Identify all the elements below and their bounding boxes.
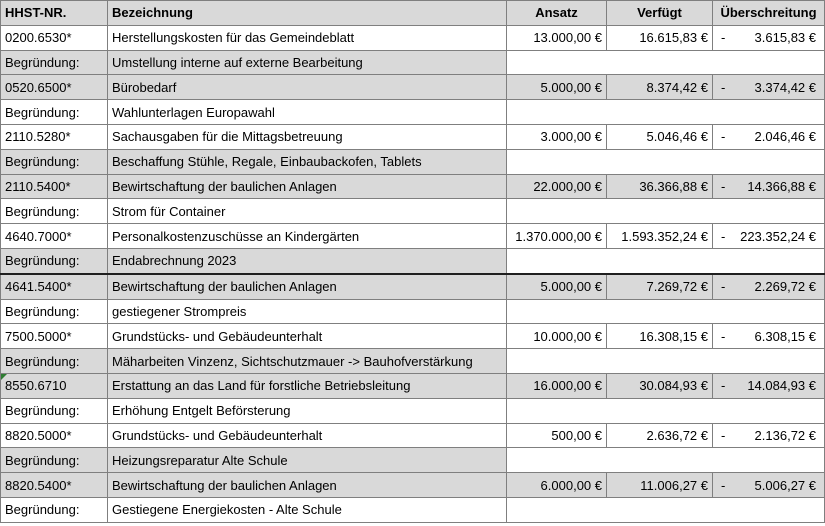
ueberschreitung-value: 223.352,24 € — [740, 228, 816, 244]
hhst-nr-value: 0200.6530* — [5, 30, 72, 46]
cell-empty[interactable] — [507, 398, 825, 423]
cell-bezeichnung[interactable]: Bürobedarf — [108, 75, 507, 100]
cell-hhst-nr[interactable] — [1, 373, 108, 398]
cell-begruendung-label[interactable]: Begründung: — [1, 199, 108, 224]
begruendung-row — [1, 398, 825, 423]
cell-verfuegt[interactable]: 2.636,72 € — [607, 423, 713, 448]
ueberschreitung-sign: - — [721, 279, 726, 295]
budget-item-row — [1, 324, 825, 349]
cell-ansatz[interactable]: 3.000,00 € — [507, 124, 607, 149]
cell-ansatz[interactable]: 13.000,00 € — [507, 25, 607, 50]
budget-item-row — [1, 25, 825, 50]
cell-ansatz[interactable]: 6.000,00 € — [507, 473, 607, 498]
cell-bezeichnung[interactable]: Bewirtschaftung der baulichen Anlagen — [108, 473, 507, 498]
cell-verfuegt[interactable]: 5.046,46 € — [607, 124, 713, 149]
hhst-nr-value: 8550.6710 — [5, 378, 67, 394]
cell-begruendung-label[interactable]: Begründung: — [1, 349, 108, 374]
cell-ueberschreitung[interactable] — [713, 423, 825, 448]
ueberschreitung-sign: - — [721, 178, 726, 194]
cell-empty[interactable] — [507, 100, 825, 125]
cell-ueberschreitung[interactable] — [713, 324, 825, 349]
cell-ueberschreitung[interactable] — [713, 224, 825, 249]
hhst-nr-value: 7500.5000* — [5, 328, 72, 344]
cell-hhst-nr[interactable] — [1, 324, 108, 349]
cell-verfuegt[interactable]: 16.615,83 € — [607, 25, 713, 50]
cell-bezeichnung[interactable]: Bewirtschaftung der baulichen Anlagen — [108, 274, 507, 299]
cell-begruendung-text[interactable]: Gestiegene Energiekosten - Alte Schule — [108, 497, 507, 522]
header-row — [1, 1, 825, 26]
cell-ueberschreitung[interactable] — [713, 124, 825, 149]
begruendung-row — [1, 248, 825, 273]
hhst-nr-value: 2110.5280* — [5, 129, 71, 145]
cell-begruendung-text[interactable]: Wahlunterlagen Europawahl — [108, 100, 507, 125]
ueberschreitung-value: 2.136,72 € — [754, 427, 816, 443]
cell-begruendung-label[interactable]: Begründung: — [1, 497, 108, 522]
cell-verfuegt[interactable]: 7.269,72 € — [607, 274, 713, 299]
begruendung-row — [1, 199, 825, 224]
hhst-nr-value: 4640.7000* — [5, 228, 72, 244]
ueberschreitung-sign: - — [721, 228, 726, 244]
cell-begruendung-label[interactable]: Begründung: — [1, 448, 108, 473]
cell-empty[interactable] — [507, 299, 825, 324]
cell-ueberschreitung[interactable] — [713, 25, 825, 50]
cell-begruendung-text[interactable]: Beschaffung Stühle, Regale, Einbaubackofen, Tablets — [108, 149, 507, 174]
cell-verfuegt[interactable]: 16.308,15 € — [607, 324, 713, 349]
cell-verfuegt[interactable]: 11.006,27 € — [607, 473, 713, 498]
cell-empty[interactable] — [507, 248, 825, 273]
cell-hhst-nr[interactable] — [1, 25, 108, 50]
cell-ueberschreitung[interactable] — [713, 274, 825, 299]
cell-begruendung-text[interactable]: Mäharbeiten Vinzenz, Sichtschutzmauer -> Bauhofverstärkung — [108, 349, 507, 374]
cell-hhst-nr[interactable] — [1, 124, 108, 149]
ueberschreitung-sign: - — [721, 378, 726, 394]
hhst-nr-value: 8820.5400* — [5, 477, 72, 493]
cell-begruendung-text[interactable]: gestiegener Strompreis — [108, 299, 507, 324]
budget-item-row — [1, 373, 825, 398]
begruendung-row — [1, 149, 825, 174]
ueberschreitung-value: 14.366,88 € — [747, 178, 816, 194]
ueberschreitung-sign: - — [721, 129, 726, 145]
ueberschreitung-sign: - — [721, 477, 726, 493]
begruendung-row — [1, 448, 825, 473]
cell-empty[interactable] — [507, 199, 825, 224]
cell-begruendung-label[interactable]: Begründung: — [1, 149, 108, 174]
cell-begruendung-text[interactable]: Umstellung interne auf externe Bearbeitung — [108, 50, 507, 75]
begruendung-row — [1, 349, 825, 374]
cell-empty[interactable] — [507, 497, 825, 522]
cell-bezeichnung[interactable]: Grundstücks- und Gebäudeunterhalt — [108, 423, 507, 448]
cell-hhst-nr[interactable] — [1, 224, 108, 249]
begruendung-row — [1, 50, 825, 75]
begruendung-row — [1, 100, 825, 125]
hhst-nr-value: 4641.5400* — [5, 279, 72, 295]
cell-bezeichnung[interactable]: Grundstücks- und Gebäudeunterhalt — [108, 324, 507, 349]
cell-ansatz[interactable]: 5.000,00 € — [507, 75, 607, 100]
header-ansatz: Ansatz — [507, 1, 607, 26]
cell-ansatz[interactable]: 16.000,00 € — [507, 373, 607, 398]
header-verfuegt: Verfügt — [607, 1, 713, 26]
cell-verfuegt[interactable]: 8.374,42 € — [607, 75, 713, 100]
cell-ansatz[interactable]: 10.000,00 € — [507, 324, 607, 349]
cell-verfuegt[interactable]: 36.366,88 € — [607, 174, 713, 199]
cell-hhst-nr[interactable] — [1, 274, 108, 299]
cell-ansatz[interactable]: 5.000,00 € — [507, 274, 607, 299]
budget-item-row — [1, 224, 825, 249]
cell-bezeichnung[interactable]: Bewirtschaftung der baulichen Anlagen — [108, 174, 507, 199]
ueberschreitung-sign: - — [721, 79, 726, 95]
cell-empty[interactable] — [507, 149, 825, 174]
hhst-nr-value: 2110.5400* — [5, 178, 71, 194]
hhst-nr-value: 8820.5000* — [5, 427, 72, 443]
cell-verfuegt[interactable]: 1.593.352,24 € — [607, 224, 713, 249]
cell-ansatz[interactable]: 22.000,00 € — [507, 174, 607, 199]
begruendung-row — [1, 299, 825, 324]
cell-begruendung-label[interactable]: Begründung: — [1, 100, 108, 125]
cell-verfuegt[interactable]: 30.084,93 € — [607, 373, 713, 398]
cell-bezeichnung[interactable]: Sachausgaben für die Mittagsbetreuung — [108, 124, 507, 149]
header-ueberschreitung: Überschreitung — [713, 1, 825, 26]
hhst-nr-value: 0520.6500* — [5, 79, 72, 95]
cell-ueberschreitung[interactable] — [713, 473, 825, 498]
cell-begruendung-label[interactable]: Begründung: — [1, 299, 108, 324]
cell-begruendung-label[interactable]: Begründung: — [1, 248, 108, 273]
cell-ansatz[interactable]: 500,00 € — [507, 423, 607, 448]
cell-comment-indicator-icon — [1, 374, 7, 380]
cell-begruendung-label[interactable]: Begründung: — [1, 50, 108, 75]
cell-hhst-nr[interactable] — [1, 75, 108, 100]
cell-ueberschreitung[interactable] — [713, 373, 825, 398]
header-bezeichnung: Bezeichnung — [108, 1, 507, 26]
ueberschreitung-value: 14.084,93 € — [747, 378, 816, 394]
cell-begruendung-text[interactable]: Endabrechnung 2023 — [108, 248, 507, 273]
cell-ueberschreitung[interactable] — [713, 75, 825, 100]
header-hhst-nr: HHST-NR. — [1, 1, 108, 26]
ueberschreitung-value: 3.615,83 € — [754, 30, 816, 46]
ueberschreitung-value: 6.308,15 € — [754, 328, 816, 344]
ueberschreitung-value: 5.006,27 € — [754, 477, 816, 493]
cell-bezeichnung[interactable]: Herstellungskosten für das Gemeindeblatt — [108, 25, 507, 50]
ueberschreitung-sign: - — [721, 427, 726, 443]
cell-begruendung-text[interactable]: Erhöhung Entgelt Beförsterung — [108, 398, 507, 423]
budget-item-row — [1, 174, 825, 199]
cell-bezeichnung[interactable]: Personalkostenzuschüsse an Kindergärten — [108, 224, 507, 249]
budget-item-row — [1, 473, 825, 498]
budget-item-row — [1, 124, 825, 149]
budget-item-row — [1, 274, 825, 299]
cell-hhst-nr[interactable] — [1, 423, 108, 448]
cell-begruendung-text[interactable]: Strom für Container — [108, 199, 507, 224]
ueberschreitung-sign: - — [721, 30, 726, 46]
ueberschreitung-value: 3.374,42 € — [754, 79, 816, 95]
cell-hhst-nr[interactable] — [1, 473, 108, 498]
budget-item-row — [1, 75, 825, 100]
cell-empty[interactable] — [507, 448, 825, 473]
cell-begruendung-text[interactable]: Heizungsreparatur Alte Schule — [108, 448, 507, 473]
cell-ansatz[interactable]: 1.370.000,00 € — [507, 224, 607, 249]
begruendung-row — [1, 497, 825, 522]
ueberschreitung-value: 2.046,46 € — [754, 129, 816, 145]
ueberschreitung-value: 2.269,72 € — [754, 279, 816, 295]
cell-bezeichnung[interactable]: Erstattung an das Land für forstliche Betriebsleitung — [108, 373, 507, 398]
cell-empty[interactable] — [507, 349, 825, 374]
cell-empty[interactable] — [507, 50, 825, 75]
cell-hhst-nr[interactable] — [1, 174, 108, 199]
cell-begruendung-label[interactable]: Begründung: — [1, 398, 108, 423]
budget-item-row — [1, 423, 825, 448]
ueberschreitung-sign: - — [721, 328, 726, 344]
cell-ueberschreitung[interactable] — [713, 174, 825, 199]
